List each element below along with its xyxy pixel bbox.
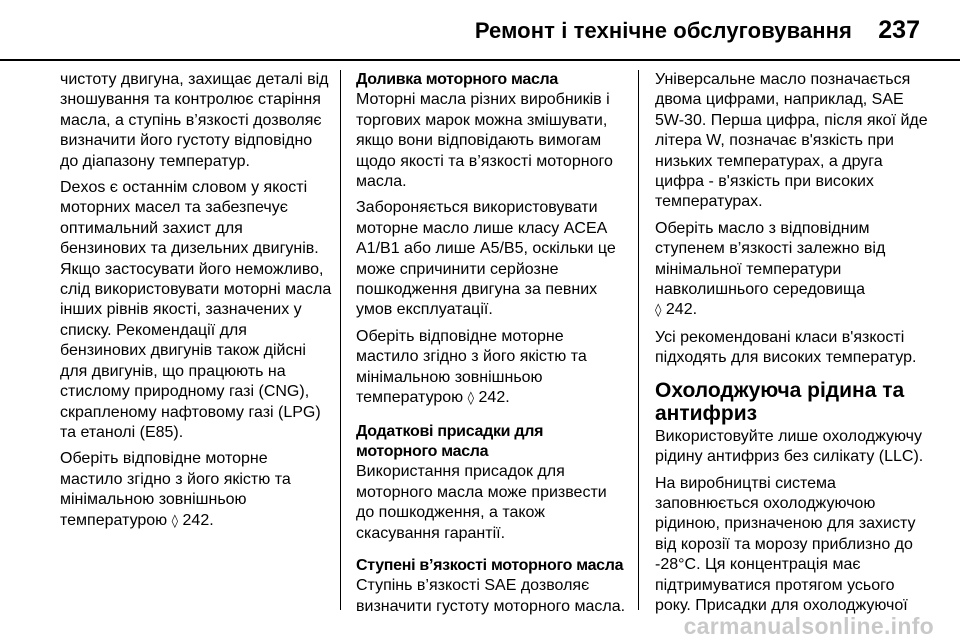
paragraph: Універсальне масло позначається двома цифрами, наприклад, SAE 5W-30. Перша цифра, після якої йде літера W, позначає в'язкість при низьких температурах, а друга цифра - в'язкість при високих температурах. [655, 71, 928, 211]
column-divider [638, 70, 639, 610]
column-3 [655, 70, 930, 622]
page-ref-icon: ◊ [171, 513, 179, 529]
page-number: 237 [878, 16, 920, 44]
paragraph-text: Оберіть відповідне моторне мастило згідно з його якістю та мінімальною зовнішньою температурою [60, 450, 291, 529]
header-rule [0, 59, 960, 61]
paragraph: Ступінь в’язкості SAE дозволяє визначити густоту моторного масла. [356, 577, 626, 615]
paragraph: Використовуйте лише охолоджуючу рідину антифриз без силікату (LLC). [655, 427, 924, 466]
column-2 [356, 70, 628, 623]
paragraph: Моторні масла різних виробників і торгових марок можна змішувати, якщо вони відповідають вимогам щодо якості та в’язкості моторного масла. [356, 91, 613, 191]
page-ref-icon: ◊ [655, 303, 662, 319]
page-ref[interactable]: 242. [182, 511, 214, 529]
section-heading: Охолоджуюча рідина та антифриз [655, 378, 905, 425]
page-header [0, 0, 960, 60]
subheading: Доливка моторного масла [356, 71, 559, 88]
paragraph-text: Оберіть масло з відповідним ступенем в’язкості залежно від мінімальної температури навколишнього середовища [655, 219, 886, 299]
column-divider [340, 70, 341, 610]
paragraph-text: Оберіть відповідне моторне мастило згідно з його якістю та мінімальною зовнішньою температурою [356, 327, 587, 407]
paragraph: На виробництві система заповнюється охолоджуючою рідиною, призначеною для захисту від корозії та морозу приблизно до -28°C. Ця концентрація має підтримуватися протягом усього року. Присадки для охолоджуючої [655, 474, 916, 614]
paragraph: Dexos є останнім словом у якості моторних масел та забезпечує оптимальний захист для бензинових та дизельних двигунів. Якщо застосувати його неможливо, слід використовувати моторні масла інших рівнів якості, зазначених у списку. Рекомендації для бензинових двигунів також дійсні для двигунів, що працюють на стислому природному газі (CNG), скрапленому нафтовому газі (LPG) та етанолі (E85). [60, 179, 332, 441]
paragraph: Забороняється використовувати моторне масло лише класу ACEA A1/B1 або лише A5/B5, оскільки це може спричинити серйозне пошкодження двигуна за певних умов експлуатації. [356, 199, 616, 319]
paragraph: чистоту двигуна, захищає деталі від зношування та контролює старіння масла, а ступінь в’язкості дозволяє визначити його густоту відповідно до діапазону температур. [60, 71, 329, 170]
subheading: Ступені в’язкості моторного масла [356, 556, 624, 574]
subheading: Додаткові присадки для моторного масла [356, 422, 544, 460]
paragraph: Усі рекомендовані класи в'язкості підходять для високих температур. [655, 328, 917, 367]
page-ref[interactable]: 242. [665, 301, 698, 319]
paragraph: Використання присадок для моторного масла може призвести до пошкодження, а також скасування гарантії. [356, 463, 607, 542]
header-title: Ремонт і технічне обслуговування [474, 18, 852, 43]
paragraph [655, 219, 930, 322]
watermark: carmanualsonline.info [683, 613, 934, 639]
column-1 [60, 70, 332, 538]
page-ref[interactable]: 242. [478, 389, 510, 407]
paragraph [356, 327, 628, 410]
page-ref-icon: ◊ [467, 391, 475, 407]
paragraph [60, 449, 332, 532]
